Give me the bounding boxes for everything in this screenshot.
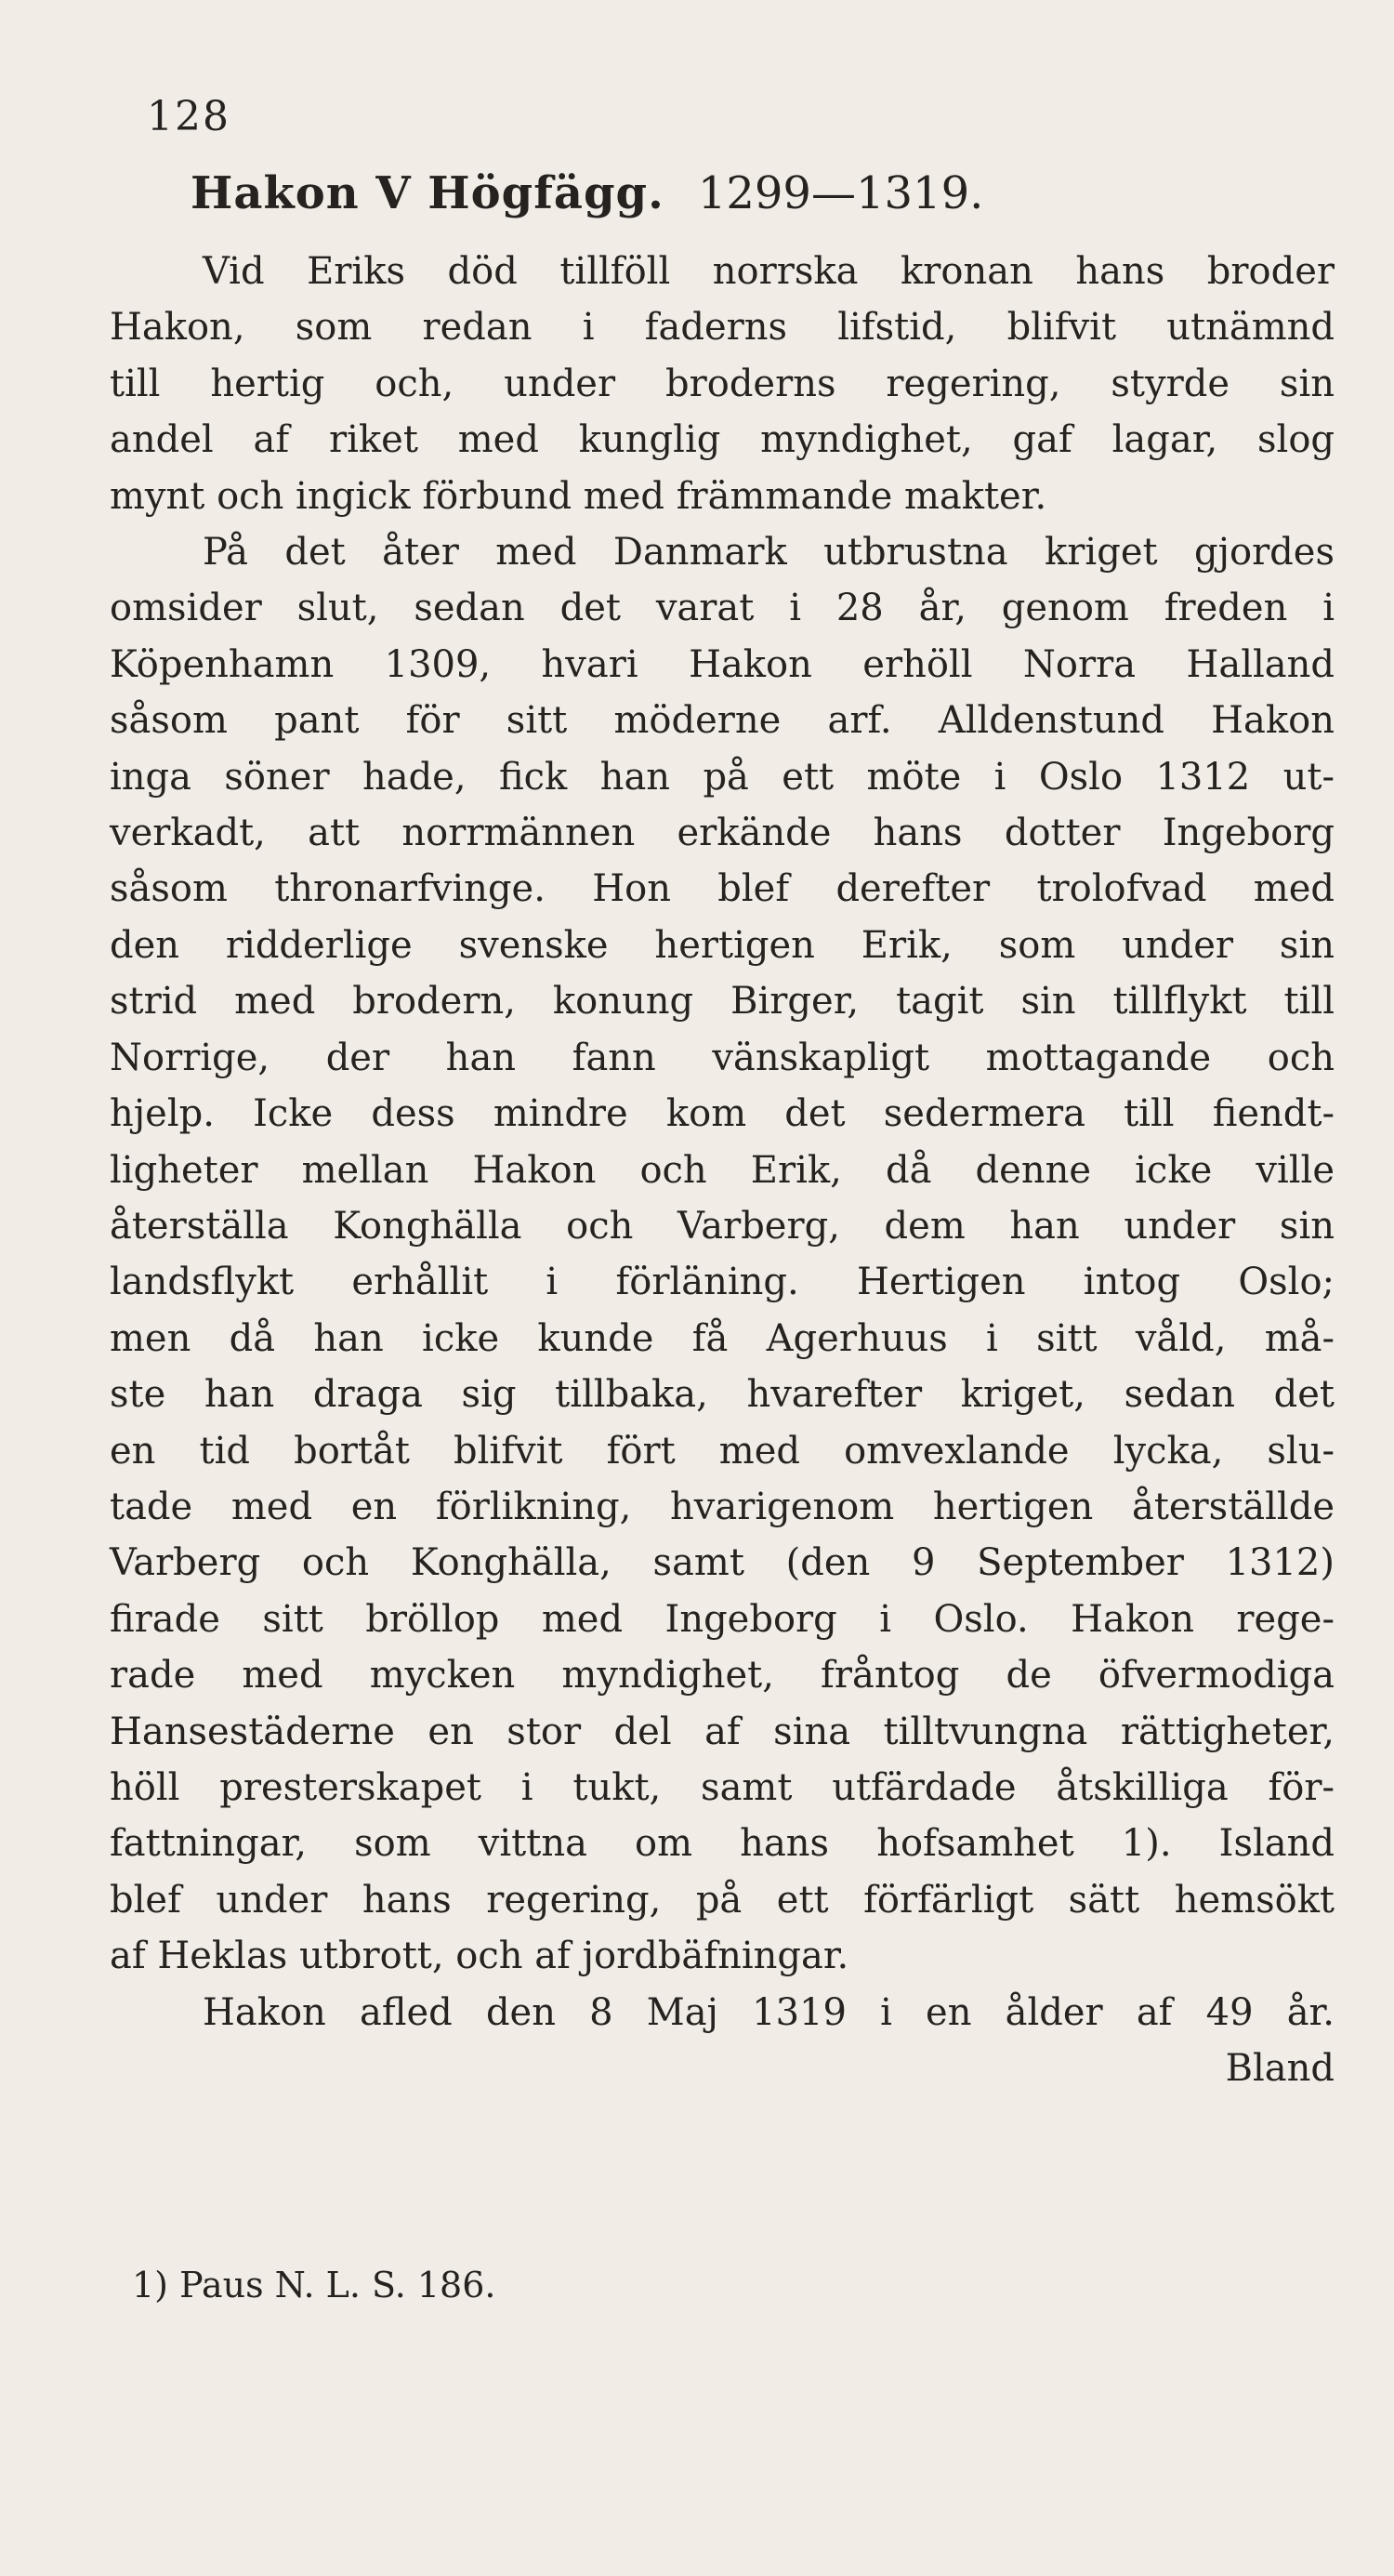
text-line: tade med en förlikning, hvarigenom hertigen återställde <box>110 1485 1335 1528</box>
text-line: såsom pant för sitt möderne arf. Alldenstund Hakon <box>110 699 1335 743</box>
text-line: en tid bortåt blifvit fört med omvexlande lycka, slu- <box>110 1429 1335 1473</box>
text-line: höll presterskapet i tukt, samt utfärdade åtskilliga för- <box>110 1765 1335 1809</box>
text-line: men då han icke kunde få Agerhuus i sitt våld, må- <box>110 1316 1335 1360</box>
text-line: inga söner hade, fick han på ett möte i Oslo 1312 ut- <box>110 755 1335 799</box>
text-line: rade med mycken myndighet, fråntog de öfvermodiga <box>110 1654 1335 1698</box>
text-line: ligheter mellan Hakon och Erik, då denne icke ville <box>110 1148 1335 1192</box>
text-line: landsflykt erhållit i förläning. Hertigen intog Oslo; <box>110 1261 1335 1304</box>
body-text <box>110 244 1335 2096</box>
text-line: såsom thronarfvinge. Hon blef derefter trolofvad med <box>110 867 1335 911</box>
text-line: På det åter med Danmark utbrustna kriget gjordes <box>203 531 1335 575</box>
text-line: firade sitt bröllop med Ingeborg i Oslo. Hakon rege- <box>110 1597 1335 1641</box>
text-line: Vid Eriks död tillföll norrska kronan hans broder <box>203 250 1335 293</box>
text-line: Varberg och Konghälla, samt (den 9 September 1312) <box>110 1541 1335 1585</box>
section-title: Hakon V Högfägg. <box>191 167 664 219</box>
text-line: återställa Konghälla och Varberg, dem han under sin <box>110 1204 1335 1248</box>
text-line: mynt och ingick förbund med främmande makter. <box>110 474 1047 518</box>
page-number: 128 <box>147 93 230 140</box>
text-line: blef under hans regering, på ett förfärligt sätt hemsökt <box>110 1878 1335 1922</box>
footnote: 1) Paus N. L. S. 186. <box>132 2265 496 2305</box>
text-line: Köpenhamn 1309, hvari Hakon erhöll Norra Halland <box>110 642 1335 686</box>
text-line: Norrige, der han fann vänskapligt mottagande och <box>110 1036 1335 1079</box>
text-line: Hansestäderne en stor del af sina tilltvungna rättigheter, <box>110 1710 1335 1753</box>
text-line: Hakon afled den 8 Maj 1319 i en ålder af 49 år. <box>203 1990 1335 2034</box>
section-heading <box>191 167 983 219</box>
text-line: omsider slut, sedan det varat i 28 år, genom freden i <box>110 587 1335 630</box>
text-line: strid med brodern, konung Birger, tagit sin tillflykt till <box>110 980 1335 1024</box>
text-line: till hertig och, under broderns regering, styrde sin <box>110 362 1335 405</box>
text-line: Hakon, som redan i faderns lifstid, blifvit utnämnd <box>110 306 1335 350</box>
text-line: hjelp. Icke dess mindre kom det sedermera till fiendt- <box>110 1092 1335 1136</box>
text-line: fattningar, som vittna om hans hofsamhet 1). Island <box>110 1822 1335 1866</box>
section-years: 1299—1319. <box>697 167 984 219</box>
text-line: verkadt, att norrmännen erkände hans dotter Ingeborg <box>110 812 1335 855</box>
text-line: af Heklas utbrott, och af jordbäfningar. <box>110 1935 849 1978</box>
catchword: Bland <box>1225 2047 1335 2090</box>
text-line: ste han draga sig tillbaka, hvarefter kriget, sedan det <box>110 1373 1335 1417</box>
text-line: den ridderlige svenske hertigen Erik, som under sin <box>110 923 1335 967</box>
text-line: andel af riket med kunglig myndighet, gaf lagar, slog <box>110 418 1335 462</box>
